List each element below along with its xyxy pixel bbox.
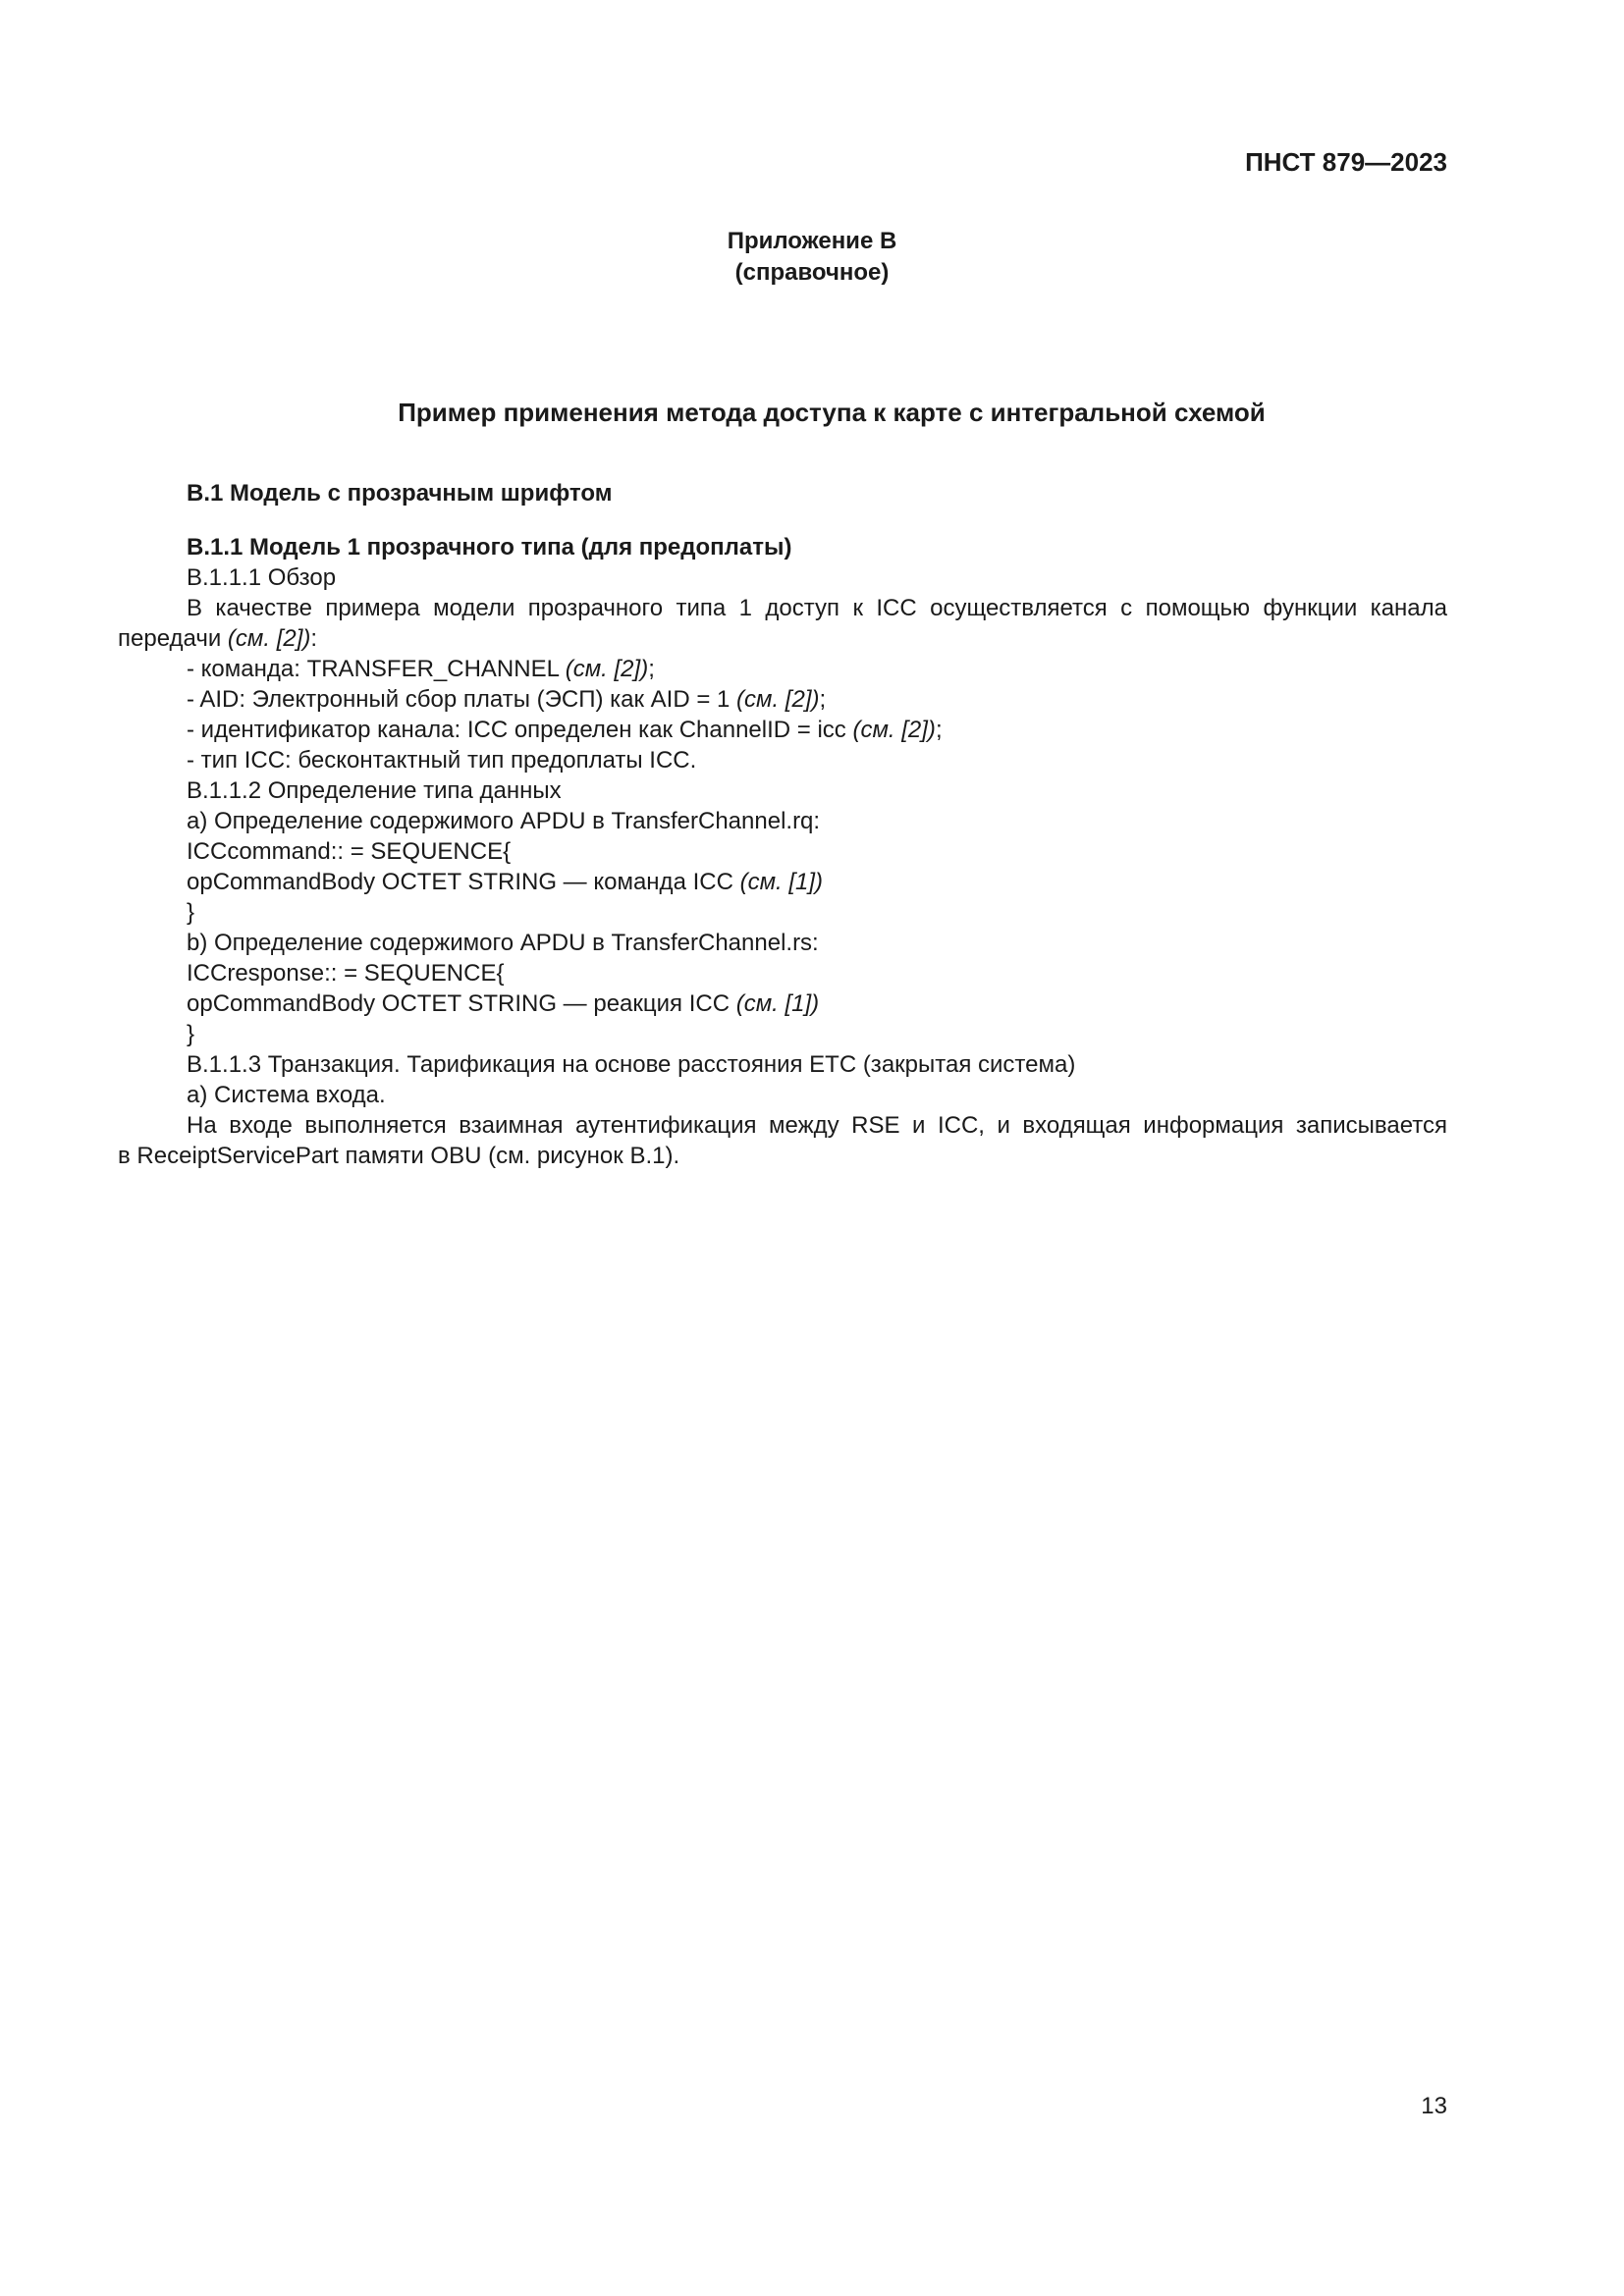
intro-text: передачи [118,625,228,652]
clause-b113: В.1.1.3 Транзакция. Тарификация на основе расстояния ЕТС (закрытая система) [187,1051,1076,1078]
punctuation: ; [819,686,827,713]
page-number: 13 [1421,2093,1447,2119]
code-line: } [187,1021,195,1047]
code-text: opCommandBody OCTET STRING — реакция ICC [187,990,736,1017]
reference-citation: (см. [2]) [227,625,311,652]
annex-title: Пример применения метода доступа к карте с интегральной схемой [398,398,1266,427]
body-text [118,478,1447,1171]
definition-a: a) Определение содержимого APDU в TransferChannel.rq: [187,808,821,834]
code-line: ICCcommand:: = SEQUENCE{ [187,838,512,865]
punctuation: ; [935,717,943,743]
paragraph-intro-line2 [118,623,1447,654]
annex-kind: (справочное) [734,259,890,286]
code-line [118,988,1447,1019]
paragraph-intro-line1: В качестве примера модели прозрачного типа 1 доступ к ICC осуществляется с помощью функции канала [187,595,1447,621]
punctuation: : [310,625,318,652]
document-code: ПНСТ 879—2023 [1245,147,1447,177]
list-item [118,684,1447,715]
list-item [118,654,1447,684]
list-item [118,715,1447,745]
paragraph-entry-line1: На входе выполняется взаимная аутентификация между RSE и ICC, и входящая информация записывается [187,1112,1447,1139]
annex-label: Приложение В [727,228,897,254]
paragraph-entry-line2: в ReceiptServicePart памяти OBU (см. рисунок В.1). [118,1143,680,1169]
punctuation: ; [648,656,655,682]
reference-citation: (см. [1]) [735,990,820,1017]
reference-citation: (см. [1]) [739,869,824,895]
reference-citation: (см. [2]) [852,717,936,743]
code-text: opCommandBody OCTET STRING — команда ICC [187,869,740,895]
list-item-text: - идентификатор канала: ICC определен как ChannelID = icc [187,717,853,743]
clause-b112: В.1.1.2 Определение типа данных [187,777,562,804]
list-item-text: - AID: Электронный сбор платы (ЭСП) как AID = 1 [187,686,737,713]
entry-system-item: а) Система входа. [187,1082,386,1108]
definition-b: b) Определение содержимого APDU в TransferChannel.rs: [187,930,819,956]
code-line: } [187,899,195,926]
annex-heading [0,226,1624,289]
section-heading-b11: В.1.1 Модель 1 прозрачного типа (для предоплаты) [187,534,792,561]
code-line: ICCresponse:: = SEQUENCE{ [187,960,505,987]
list-item: - тип ICC: бесконтактный тип предоплаты ICC. [187,747,697,774]
reference-citation: (см. [2]) [565,656,649,682]
section-heading-b1: В.1 Модель с прозрачным шрифтом [187,480,613,507]
reference-citation: (см. [2]) [736,686,820,713]
list-item-text: - команда: TRANSFER_CHANNEL [187,656,566,682]
clause-b111: В.1.1.1 Обзор [187,564,337,591]
code-line [118,867,1447,897]
